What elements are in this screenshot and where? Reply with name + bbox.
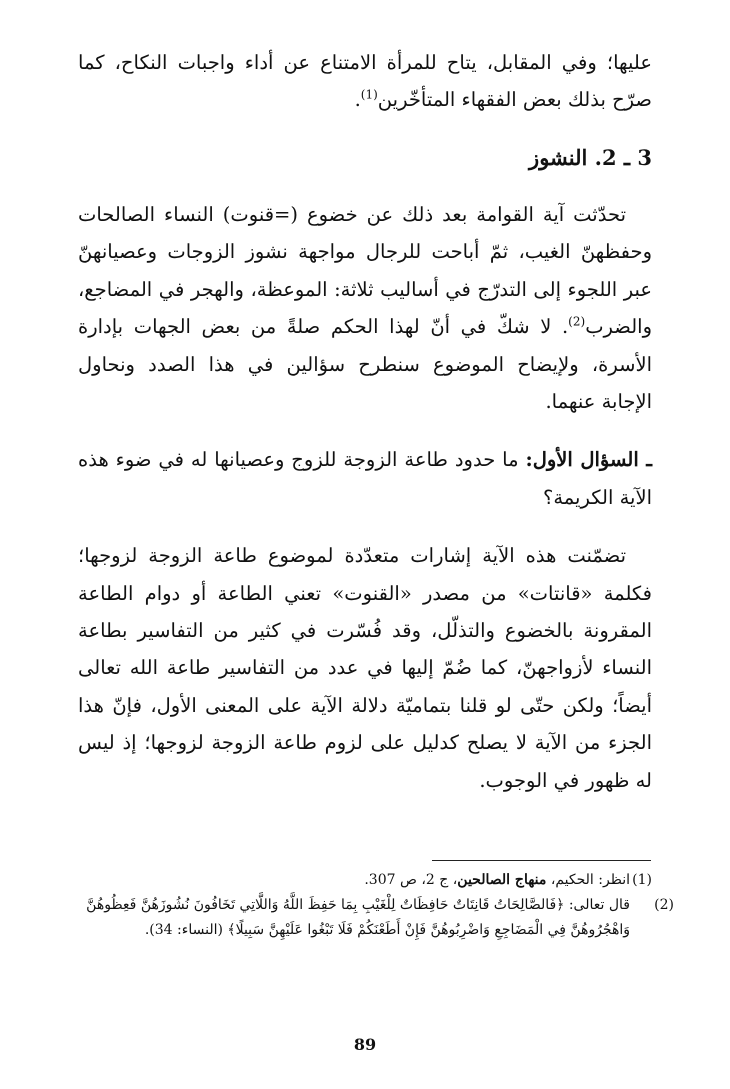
paragraph xyxy=(78,44,652,118)
main-text xyxy=(78,44,652,799)
paragraph xyxy=(78,196,652,420)
question-label: ـ السؤال الأول: xyxy=(525,448,652,472)
paragraph-text: تحدّثت آية القوامة بعد ذلك عن خضوع (=قنوت) النساء الصالحات وحفظهنّ الغيب، ثمّ أباحت للرجال مواجهة نشوز الزوجات وعصيانهنّ عبر اللجوء إلى التدرّج في أساليب ثلاثة: الموعظة، والهجر في المضاجع، والضرب xyxy=(78,203,652,339)
paragraph-text: عليها؛ وفي المقابل، يتاح للمرأة الامتناع عن أداء واجبات النكاح، كما صرّح بذلك بعض الفقهاء المتأخّرين xyxy=(78,51,652,111)
footnote-text: انظر: الحكيم، xyxy=(546,872,630,888)
page-number: 89 xyxy=(353,1035,377,1054)
question-text: ما حدود طاعة الزوجة للزوج وعصيانها له في ضوء هذه الآية الكريمة؟ xyxy=(78,448,652,509)
footnote-number: (1) xyxy=(632,872,652,888)
paragraph-end: . xyxy=(354,88,361,111)
footnote-text-end: ، ج 2، ص 307. xyxy=(364,872,458,888)
section-heading: 3 ـ 2. النشوز xyxy=(529,145,652,170)
footnote-book-title: منهاج الصالحين xyxy=(457,872,547,888)
question xyxy=(78,441,652,516)
footnote-citation: (النساء: 34). xyxy=(144,922,228,938)
footnote-text: قال تعالى: xyxy=(564,897,630,913)
footnote-1 xyxy=(68,868,652,893)
paragraph: تضمّنت هذه الآية إشارات متعدّدة لموضوع طاعة الزوجة لزوجها؛ فكلمة «قانتات» من مصدر «القنوت» تعني الطاعة أو دوام الطاعة المقرونة بالخضوع والتذلّل، وقد فُسّرت في كثير من التفاسير بطاعة النساء لأزواجهنّ، كما ضُمّ إليها في عدد من التفاسير طاعة الله تعالى أيضاً؛ ولكن حتّى لو قلنا بتماميّة دلالة الآية على المعنى الأول، فإنّ هذا الجزء من الآية لا يصلح كدليل على لزوم طاعة الزوجة لزوجها؛ إذ ليس له ظهور في الوجوب. xyxy=(78,544,652,792)
footnote-2 xyxy=(68,893,674,943)
footnote-reference: (2) xyxy=(568,314,586,329)
paragraph-text-continued: . لا شكّ في أنّ لهذا الحكم صلةً من بعض الجهات بإدارة الأسرة، ولإيضاح الموضوع سنطرح سؤالين في هذا الصدد ونحاول الإجابة عنهما. xyxy=(78,315,652,414)
footnote-separator xyxy=(432,860,651,861)
footnotes xyxy=(68,868,674,943)
footnote-reference: (1) xyxy=(360,87,378,102)
footnote-number: (2) xyxy=(654,897,674,913)
quran-quote: ﴿فَالصَّالِحَاتُ قَانِتَاتٌ حَافِظَاتٌ لِلْغَيْبِ بِمَا حَفِظَ اللَّهُ وَاللَّاتِي تَخَافُونَ نُشُوزَهُنَّ فَعِظُوهُنَّ وَاهْجُرُوهُنَّ فِي الْمَضَاجِعِ وَاضْرِبُوهُنَّ فَإِنْ أَطَعْنَكُمْ فَلَا تَبْغُوا عَلَيْهِنَّ سَبِيلًا﴾ xyxy=(86,897,630,938)
